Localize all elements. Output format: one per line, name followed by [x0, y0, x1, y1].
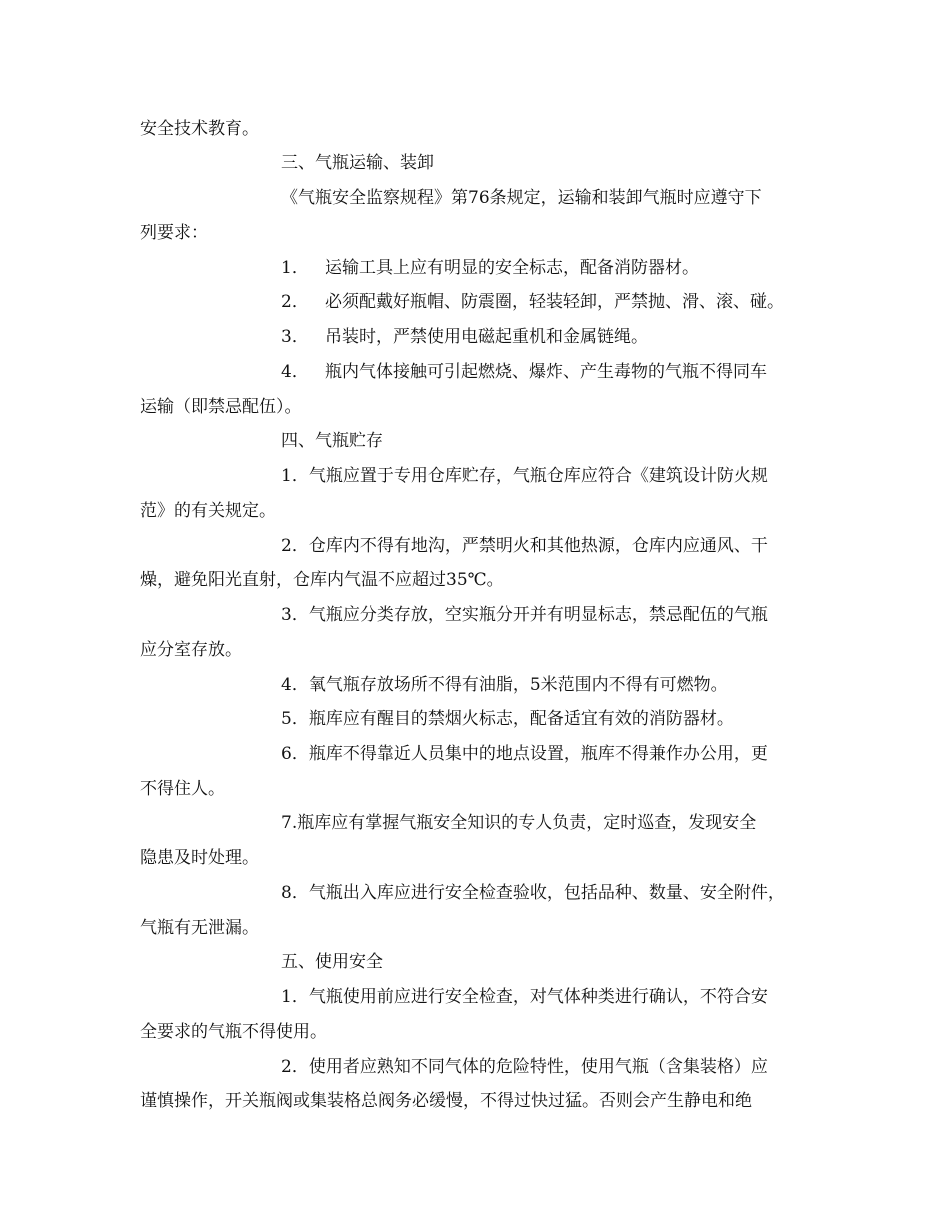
- section-heading-usage: 五、使用安全: [281, 952, 383, 972]
- paragraph-line: 2．仓库内不得有地沟，严禁明火和其他热源，仓库内应通风、干: [281, 536, 768, 556]
- paragraph-line: 谨慎操作，开关瓶阀或集装格总阀务必缓慢，不得过快过猛。否则会产生静电和绝: [140, 1091, 752, 1111]
- paragraph-line: 1．气瓶使用前应进行安全检查，对气体种类进行确认，不符合安: [281, 987, 768, 1007]
- paragraph-line: 应分室存放。: [140, 640, 242, 660]
- paragraph-line: 安全技术教育。: [140, 119, 259, 139]
- paragraph-line: 2．使用者应熟知不同气体的危险特性，使用气瓶（含集装格）应: [281, 1057, 768, 1077]
- paragraph-line: 5．瓶库应有醒目的禁烟火标志，配备适宜有效的消防器材。: [281, 709, 734, 729]
- paragraph-line: 8．气瓶出入库应进行安全检查验收，包括品种、数量、安全附件，: [281, 883, 785, 903]
- paragraph-line: 范》的有关规定。: [140, 501, 276, 521]
- list-item: [281, 256, 699, 280]
- list-item: [281, 290, 784, 314]
- list-text: 运输工具上应有明显的安全标志，配备消防器材。: [325, 258, 699, 278]
- paragraph-line: 列要求：: [140, 223, 208, 243]
- list-number: 1．: [281, 258, 309, 278]
- list-item: [281, 325, 648, 349]
- list-number: 2．: [281, 292, 309, 312]
- list-text: 瓶内气体接触可引起燃烧、爆炸、产生毒物的气瓶不得同车: [325, 362, 767, 382]
- paragraph-line: 不得住人。: [140, 779, 225, 799]
- list-item: [281, 360, 767, 384]
- paragraph-line: 3．气瓶应分类存放，空实瓶分开并有明显标志，禁忌配伍的气瓶: [281, 605, 768, 625]
- paragraph-line: 运输（即禁忌配伍）。: [140, 397, 302, 417]
- list-text: 必须配戴好瓶帽、防震圈，轻装轻卸，严禁抛、滑、滚、碰。: [325, 292, 784, 312]
- paragraph-line: 1．气瓶应置于专用仓库贮存，气瓶仓库应符合《建筑设计防火规: [281, 466, 768, 486]
- list-number: 4．: [281, 362, 309, 382]
- paragraph-line: 《气瓶安全监察规程》第76条规定，运输和装卸气瓶时应遵守下: [281, 188, 762, 208]
- section-heading-storage: 四、气瓶贮存: [281, 431, 383, 451]
- list-number: 3．: [281, 327, 309, 347]
- section-heading-transport: 三、气瓶运输、装卸: [281, 153, 434, 173]
- list-text: 吊装时，严禁使用电磁起重机和金属链绳。: [325, 327, 648, 347]
- paragraph-line: 7.瓶库应有掌握气瓶安全知识的专人负责，定时巡查，发现安全: [281, 813, 757, 833]
- paragraph-line: 燥，避免阳光直射，仓库内气温不应超过35℃。: [140, 570, 504, 590]
- paragraph-line: 气瓶有无泄漏。: [140, 918, 259, 938]
- paragraph-line: 全要求的气瓶不得使用。: [140, 1022, 327, 1042]
- paragraph-line: 4．氧气瓶存放场所不得有油脂，5米范围内不得有可燃物。: [281, 675, 728, 695]
- paragraph-line: 6．瓶库不得靠近人员集中的地点设置，瓶库不得兼作办公用，更: [281, 744, 768, 764]
- paragraph-line: 隐患及时处理。: [140, 848, 259, 868]
